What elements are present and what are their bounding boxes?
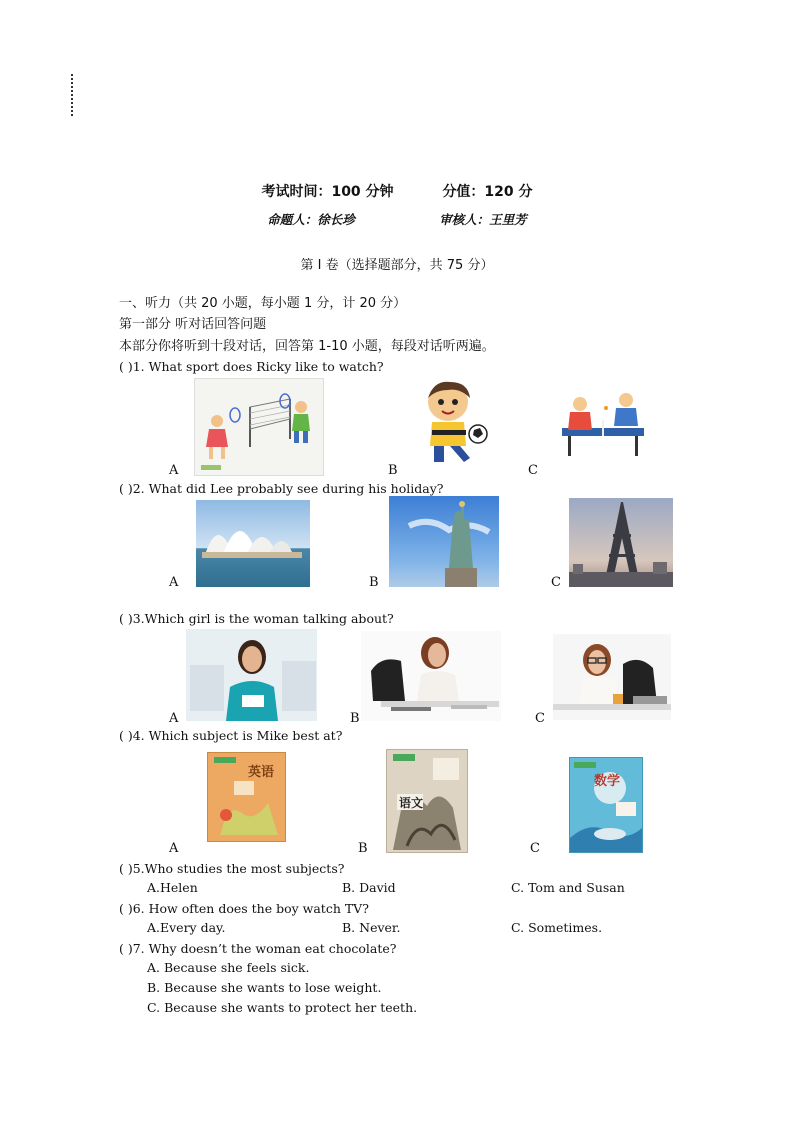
opera-house-image (196, 500, 310, 587)
question-4 (119, 726, 342, 746)
soccer-boy-image (414, 378, 492, 474)
chinese-book-cover (386, 749, 468, 853)
option-b-label: B (369, 575, 379, 590)
question-text: 2. What did Lee probably see during his holiday? (132, 481, 444, 496)
listening-instruction: 本部分你将听到十段对话，回答第 1-10 小题，每段对话听两遍。 (119, 339, 495, 354)
option-c-label: C (528, 463, 538, 478)
answer-bracket[interactable]: ( ) (119, 359, 133, 374)
question-text: 6. How often does the boy watch TV? (132, 901, 369, 916)
office-woman-phone-image (361, 631, 501, 721)
exam-score: 分值：120 分 (442, 184, 533, 200)
question-text: 1. What sport does Ricky like to watch? (132, 359, 384, 374)
q6-option-c[interactable]: C. Sometimes. (511, 920, 603, 935)
exam-authors (0, 210, 794, 228)
math-book-cover (569, 757, 643, 853)
answer-bracket[interactable]: ( ) (119, 861, 133, 876)
section-title: 第 Ⅰ 卷（选择题部分，共 75 分） (300, 258, 494, 273)
answer-bracket[interactable]: ( ) (119, 611, 133, 626)
q5-option-a[interactable]: A.Helen (147, 880, 198, 895)
teacher-woman-image (186, 629, 317, 721)
exam-reviewer: 审核人：王里芳 (439, 212, 527, 227)
english-book-cover (207, 752, 286, 842)
question-text: 4. Which subject is Mike best at? (132, 728, 343, 743)
question-text: 3.Which girl is the woman talking about? (132, 611, 394, 626)
exam-setter: 命题人：徐长珍 (267, 212, 355, 227)
q7-option-c[interactable]: C. Because she wants to protect her teeth. (147, 1000, 418, 1015)
q6-option-a[interactable]: A.Every day. (147, 920, 226, 935)
option-a-label: A (169, 463, 179, 478)
option-b-label: B (388, 463, 398, 478)
option-c-label: C (551, 575, 561, 590)
glasses-woman-image (553, 634, 671, 720)
option-a-label: A (169, 711, 179, 726)
question-1 (119, 357, 384, 377)
q6-option-b[interactable]: B. Never. (342, 920, 401, 935)
answer-bracket[interactable]: ( ) (119, 941, 133, 956)
listening-part: 第一部分 听对话回答问题 (119, 317, 267, 332)
answer-bracket[interactable]: ( ) (119, 728, 133, 743)
option-c-label: C (535, 711, 545, 726)
question-7 (119, 939, 396, 959)
listening-heading: 一、听力（共 20 小题，每小题 1 分，计 20 分） (119, 296, 407, 311)
question-5 (119, 859, 344, 879)
math-book-title: 数学 (594, 774, 621, 789)
q5-option-c[interactable]: C. Tom and Susan (511, 880, 625, 895)
q7-option-a[interactable]: A. Because she feels sick. (147, 960, 310, 975)
question-3 (119, 609, 394, 629)
option-c-label: C (530, 841, 540, 856)
answer-bracket[interactable]: ( ) (119, 901, 133, 916)
option-b-label: B (358, 841, 368, 856)
chinese-book-title: 语文 (399, 796, 424, 810)
tennis-image (194, 378, 324, 476)
question-text: 7. Why doesn’t the woman eat chocolate? (132, 941, 397, 956)
option-a-label: A (169, 575, 179, 590)
q7-option-b[interactable]: B. Because she wants to lose weight. (147, 980, 382, 995)
option-b-label: B (350, 711, 360, 726)
eiffel-tower-image (569, 498, 673, 587)
exam-time-score (0, 181, 794, 201)
answer-bracket[interactable]: ( ) (119, 481, 133, 496)
q5-option-b[interactable]: B. David (342, 880, 396, 895)
table-tennis-image (556, 388, 650, 460)
question-6 (119, 899, 369, 919)
option-a-label: A (169, 841, 179, 856)
exam-time: 考试时间：100 分钟 (261, 184, 394, 200)
binding-margin-dots (71, 74, 75, 116)
english-book-title: 英语 (248, 765, 275, 780)
question-text: 5.Who studies the most subjects? (132, 861, 345, 876)
statue-of-liberty-image (389, 496, 499, 587)
